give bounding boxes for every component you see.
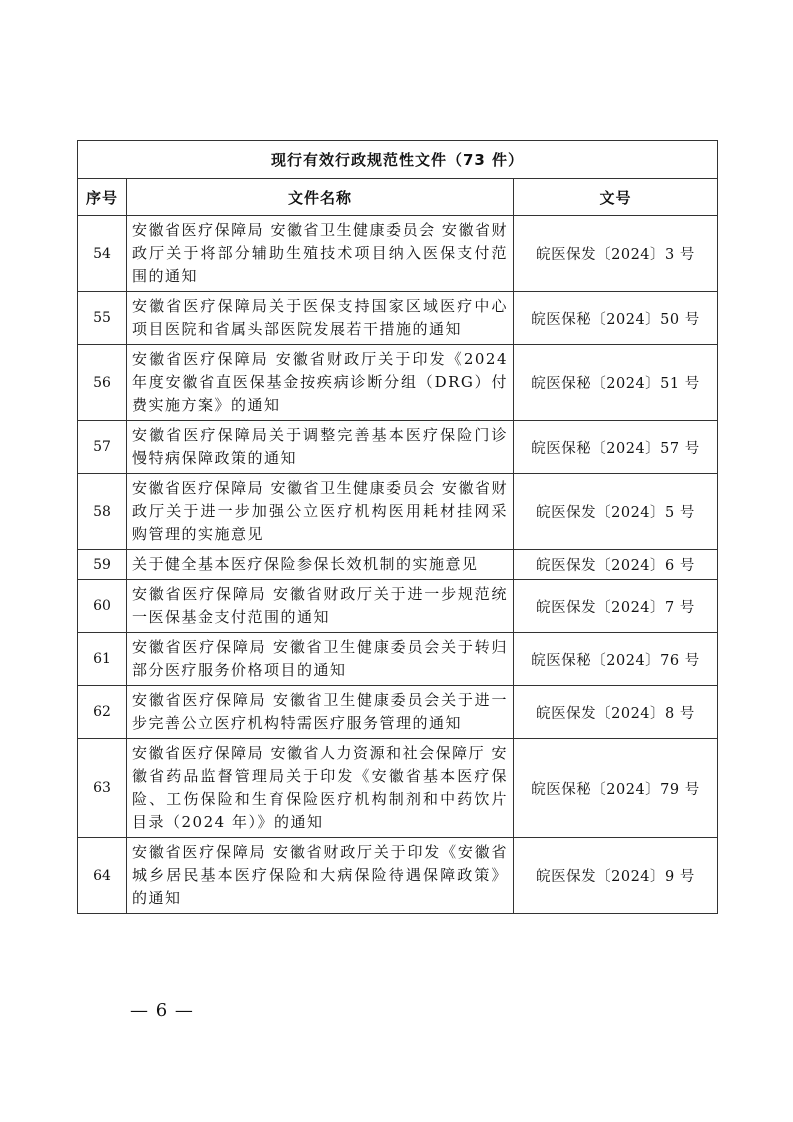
table-row <box>78 838 718 914</box>
header-number: 序号 <box>78 179 127 216</box>
table-row <box>78 421 718 474</box>
table-row <box>78 550 718 580</box>
page-number: — 6 — <box>130 1000 194 1021</box>
row-number: 59 <box>78 550 127 580</box>
row-number: 62 <box>78 686 127 739</box>
row-document-name: 安徽省医疗保障局 安徽省财政厅关于印发《2024 年度安徽省直医保基金按疾病诊断分组（DRG）付费实施方案》的通知 <box>127 345 514 421</box>
row-document-name: 安徽省医疗保障局 安徽省卫生健康委员会 安徽省财政厅关于将部分辅助生殖技术项目纳入医保支付范围的通知 <box>127 216 514 292</box>
row-number: 61 <box>78 633 127 686</box>
row-document-number: 皖医保发〔2024〕6 号 <box>514 550 718 580</box>
table-title-row <box>78 141 718 179</box>
row-document-name: 安徽省医疗保障局 安徽省卫生健康委员会关于进一步完善公立医疗机构特需医疗服务管理的通知 <box>127 686 514 739</box>
row-document-name: 安徽省医疗保障局 安徽省财政厅关于进一步规范统一医保基金支付范围的通知 <box>127 580 514 633</box>
row-number: 55 <box>78 292 127 345</box>
table-row <box>78 345 718 421</box>
row-document-name: 安徽省医疗保障局关于调整完善基本医疗保险门诊慢特病保障政策的通知 <box>127 421 514 474</box>
row-document-number: 皖医保发〔2024〕7 号 <box>514 580 718 633</box>
row-document-number: 皖医保发〔2024〕3 号 <box>514 216 718 292</box>
row-document-number: 皖医保秘〔2024〕51 号 <box>514 345 718 421</box>
row-document-number: 皖医保发〔2024〕8 号 <box>514 686 718 739</box>
row-document-number: 皖医保秘〔2024〕76 号 <box>514 633 718 686</box>
row-number: 64 <box>78 838 127 914</box>
row-document-number: 皖医保秘〔2024〕50 号 <box>514 292 718 345</box>
table-header-row <box>78 179 718 216</box>
document-page <box>77 140 717 914</box>
row-document-number: 皖医保发〔2024〕5 号 <box>514 474 718 550</box>
table-row <box>78 216 718 292</box>
table-row <box>78 633 718 686</box>
row-document-name: 安徽省医疗保障局关于医保支持国家区域医疗中心项目医院和省属头部医院发展若干措施的通知 <box>127 292 514 345</box>
table-row <box>78 739 718 838</box>
row-number: 58 <box>78 474 127 550</box>
row-document-name: 安徽省医疗保障局 安徽省财政厅关于印发《安徽省城乡居民基本医疗保险和大病保险待遇保障政策》的通知 <box>127 838 514 914</box>
row-document-name: 安徽省医疗保障局 安徽省卫生健康委员会关于转归部分医疗服务价格项目的通知 <box>127 633 514 686</box>
header-document-name: 文件名称 <box>127 179 514 216</box>
table-row <box>78 580 718 633</box>
row-document-name: 安徽省医疗保障局 安徽省人力资源和社会保障厅 安徽省药品监督管理局关于印发《安徽省基本医疗保险、工伤保险和生育保险医疗机构制剂和中药饮片目录（2024 年）》的通知 <box>127 739 514 838</box>
row-number: 63 <box>78 739 127 838</box>
row-document-name: 安徽省医疗保障局 安徽省卫生健康委员会 安徽省财政厅关于进一步加强公立医疗机构医用耗材挂网采购管理的实施意见 <box>127 474 514 550</box>
row-number: 56 <box>78 345 127 421</box>
row-document-number: 皖医保秘〔2024〕57 号 <box>514 421 718 474</box>
row-document-name: 关于健全基本医疗保险参保长效机制的实施意见 <box>127 550 514 580</box>
row-document-number: 皖医保秘〔2024〕79 号 <box>514 739 718 838</box>
table-row <box>78 292 718 345</box>
row-number: 57 <box>78 421 127 474</box>
row-number: 54 <box>78 216 127 292</box>
header-document-number: 文号 <box>514 179 718 216</box>
table-title: 现行有效行政规范性文件（73 件） <box>78 141 718 179</box>
table-row <box>78 686 718 739</box>
table-row <box>78 474 718 550</box>
row-document-number: 皖医保发〔2024〕9 号 <box>514 838 718 914</box>
row-number: 60 <box>78 580 127 633</box>
regulation-table <box>77 140 718 914</box>
